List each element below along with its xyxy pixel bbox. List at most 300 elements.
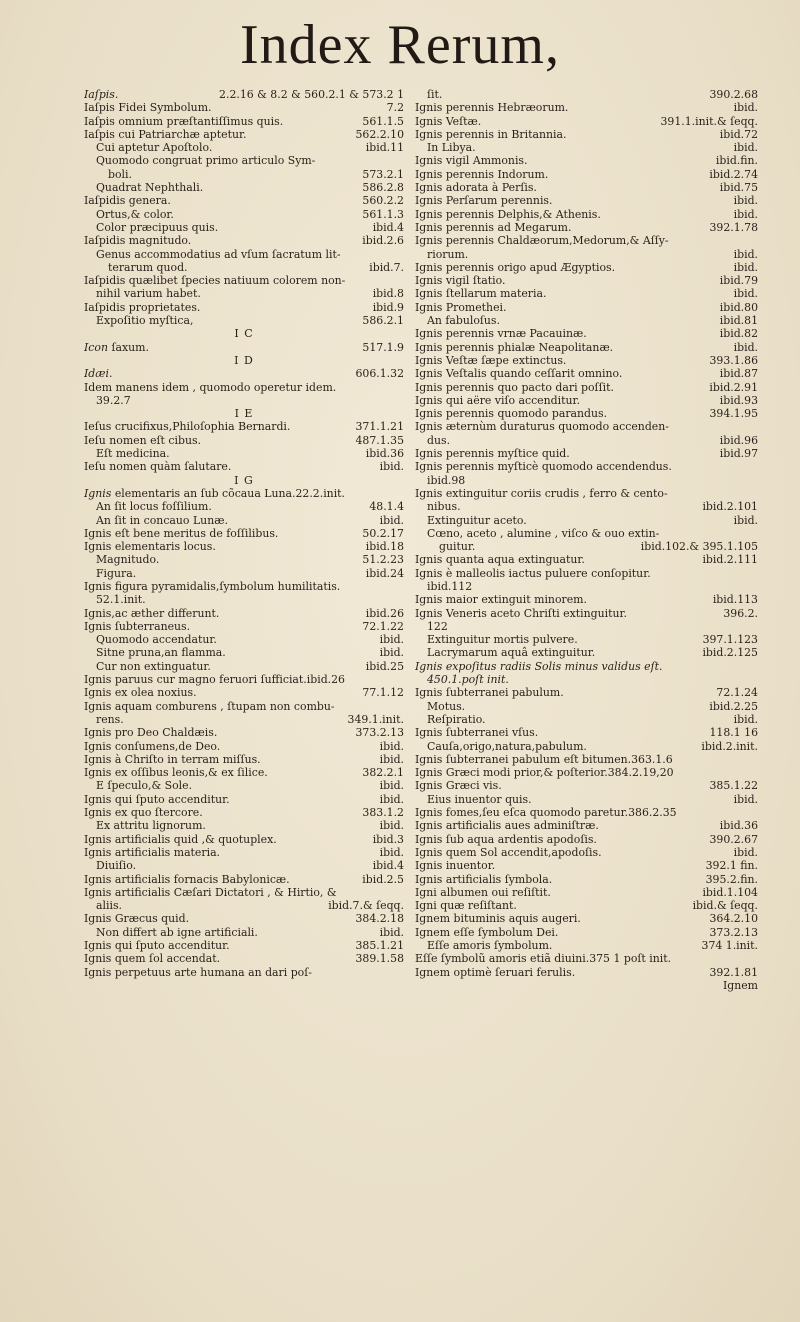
entry-text: 52.1.init. — [96, 593, 146, 607]
page-reference: 50.2.17 — [362, 526, 404, 540]
index-entry — [84, 341, 404, 354]
entry-text: Ignis perennis origo apud Ægyptios. — [415, 260, 616, 274]
entry-text: Iaſpis Fidei Symbolum. — [84, 101, 212, 115]
index-entry — [415, 673, 758, 686]
index-entry — [84, 926, 404, 939]
entry-text: Figura. — [96, 566, 137, 580]
entry-text: Ignis ex olea noxius. — [84, 686, 197, 700]
index-entry — [415, 434, 758, 447]
page-reference: ibid.2.74 — [709, 167, 758, 181]
entry-text: Ignis perennis phialæ Neapolitanæ. — [415, 340, 614, 354]
index-entry — [84, 593, 404, 606]
page-reference: ibid.2.111 — [702, 553, 758, 567]
entry-text: Ignis qui aëre viſo accenditur. — [415, 393, 580, 407]
index-entry — [415, 766, 758, 779]
entry-text: Ignis ſtellarum materia. — [415, 287, 547, 301]
index-entry — [415, 314, 758, 327]
index-entry — [84, 939, 404, 952]
entry-text: Motus. — [427, 699, 466, 713]
page-reference: ibid. — [379, 845, 404, 859]
index-entry — [415, 234, 758, 247]
index-entry — [415, 952, 758, 965]
entry-text: Ignis æternùm duraturus quomodo accenden- — [415, 420, 669, 434]
entry-text: ibid.98 — [427, 473, 466, 487]
entry-text: Ignis ſub aqua ardentis apodoſis. — [415, 832, 597, 846]
index-entry — [84, 952, 404, 965]
page-reference: 561.1.3 — [362, 207, 404, 221]
entry-text: Ignis artificialis fornacis Babylonicæ. — [84, 872, 290, 886]
entry-text: Ieſu nomen quàm ſalutare. — [84, 460, 232, 474]
page-reference: ibid.102.& 395.1.105 — [640, 540, 758, 554]
index-entry — [84, 514, 404, 527]
index-entry — [415, 154, 758, 167]
index-entry — [415, 713, 758, 726]
page-reference: 396.2. — [723, 606, 758, 620]
entry-text: Ignis elementaris locus. — [84, 540, 216, 554]
entry-text: Ignis Veſtæ. — [415, 114, 482, 128]
entry-text: Igni albumen oui reſiſtit. — [415, 885, 551, 899]
entry-text: Ignis artificialis ſymbola. — [415, 872, 553, 886]
index-entry — [84, 620, 404, 633]
index-entry — [84, 248, 404, 261]
index-entry — [84, 381, 404, 394]
page-reference: ibid.79 — [719, 274, 758, 288]
index-entry — [415, 753, 758, 766]
index-entry — [415, 859, 758, 872]
page-reference: ibid. — [733, 247, 758, 261]
page-reference: ibid. — [379, 646, 404, 660]
entry-text: Magnitudo. — [96, 553, 160, 567]
entry-text: Ignis eſt bene meritus de foſſilibus. — [84, 526, 279, 540]
index-entry — [415, 88, 758, 101]
index-entry — [84, 846, 404, 859]
entry-text: ibid.112 — [427, 579, 473, 593]
index-entry — [415, 620, 758, 633]
index-entry — [84, 646, 404, 659]
index-entry — [84, 221, 404, 234]
index-entry — [415, 580, 758, 593]
entry-text: Ignem eſſe ſymbolum Dei. — [415, 925, 559, 939]
index-entry — [415, 500, 758, 513]
entry-text: Ieſus crucifixus,Philoſophia Bernardi. — [84, 420, 291, 434]
section-letter-heading: I D — [234, 353, 254, 367]
index-entry — [84, 208, 404, 221]
index-entry — [84, 753, 404, 766]
entry-text: Ignis fomes,ſeu eſca quomodo paretur.386.2.35 — [415, 806, 677, 820]
page-reference: 561.1.5 — [362, 114, 404, 128]
entry-text: Ignis perennis in Britannia. — [415, 127, 567, 141]
index-entry — [415, 287, 758, 300]
page-reference: 364.2.10 — [709, 912, 758, 926]
entry-text: Cauſa,origo,natura,pabulum. — [427, 739, 587, 753]
entry-text: Ignis ſubterranei pabulum eſt bitumen.363.1.6 — [415, 752, 673, 766]
page-reference: ibid.75 — [719, 181, 758, 195]
entry-text: Ignis perennis myſticè quomodo accendendus. — [415, 460, 672, 474]
entry-text: Diuiſio. — [96, 859, 137, 873]
index-entry — [415, 181, 758, 194]
index-entry — [84, 367, 404, 380]
page-reference: ibid.7. — [369, 260, 404, 274]
page-reference: 77.1.12 — [362, 686, 404, 700]
page-reference: 487.1.35 — [355, 433, 404, 447]
entry-text: Ignis ſubterranei vſus. — [415, 726, 539, 740]
entry-text: Ex attritu lignorum. — [96, 819, 206, 833]
entry-text: terarum quod. — [108, 260, 188, 274]
page-reference: 390.2.67 — [709, 832, 758, 846]
entry-text: An ſit in concauo Lunæ. — [96, 513, 228, 527]
index-entry — [415, 301, 758, 314]
entry-text: Ignis Veſtæ ſæpe extinctus. — [415, 353, 567, 367]
left-column — [84, 88, 404, 979]
entry-text: Ignis Promethei. — [415, 300, 507, 314]
page-reference: 586.2.8 — [362, 181, 404, 195]
index-entry — [415, 833, 758, 846]
entry-text: Eius inuentor quis. — [427, 792, 532, 806]
index-entry — [84, 673, 404, 686]
index-entry — [84, 168, 404, 181]
index-entry — [415, 779, 758, 792]
entry-text: Ignis,ac æther differunt. — [84, 606, 220, 620]
page-reference: ibid.2.init. — [701, 739, 758, 753]
page-reference: 606.1.32 — [355, 367, 404, 381]
index-entry — [415, 873, 758, 886]
index-entry — [84, 819, 404, 832]
page-reference: 392.1.78 — [709, 220, 758, 234]
page-reference: ibid.2.6 — [362, 234, 404, 248]
index-entry — [415, 740, 758, 753]
index-entry — [84, 886, 404, 899]
index-entry — [415, 194, 758, 207]
page-reference: ibid. — [379, 925, 404, 939]
entry-text: Ignis perennis Hebræorum. — [415, 101, 569, 115]
index-entry — [415, 447, 758, 460]
page-reference: ibid.25 — [365, 659, 404, 673]
index-entry — [415, 567, 758, 580]
entry-text: boli. — [108, 167, 132, 181]
section-letter-heading: I E — [234, 407, 254, 421]
entry-text: Ignem — [722, 978, 758, 992]
entry-text: Ignis ex oſſibus leonis,& ex ſilice. — [84, 766, 268, 780]
entry-text: Genus accommodatius ad vſum ſacratum lit- — [96, 247, 341, 261]
index-entry — [84, 128, 404, 141]
index-entry — [415, 128, 758, 141]
right-column — [415, 88, 758, 992]
index-entry — [415, 553, 758, 566]
index-entry — [84, 899, 404, 912]
index-entry — [415, 846, 758, 859]
page-reference: 72.1.24 — [716, 686, 758, 700]
index-entry — [415, 806, 758, 819]
entry-text: Ignis adorata à Perſis. — [415, 181, 537, 195]
index-entry — [84, 234, 404, 247]
entry-text: Quadrat Nephthali. — [96, 181, 204, 195]
entry-text: Ignis expoſitus radiis Solis minus validus eſt. — [415, 659, 663, 673]
entry-text: Ignis Perſarum perennis. — [415, 194, 553, 208]
entry-text: Ignis aquam comburens , ſtupam non combu- — [84, 699, 335, 713]
index-entry — [415, 367, 758, 380]
entry-text: Ignis Græci vis. — [415, 779, 502, 793]
entry-text: Cur non extinguatur. — [96, 659, 211, 673]
page-reference: ibid.2.101 — [702, 500, 758, 514]
page-reference: ibid.fin. — [715, 154, 758, 168]
page-reference: ibid. — [379, 460, 404, 474]
entry-text: Lacrymarum aquâ extinguitur. — [427, 646, 596, 660]
page-reference: ibid. — [733, 845, 758, 859]
page-reference: 373.2.13 — [709, 925, 758, 939]
page-reference: 51.2.23 — [362, 553, 404, 567]
page-reference: 2.2.16 & 8.2 & 560.2.1 & 573.2 1 — [219, 88, 404, 101]
index-entry — [84, 806, 404, 819]
entry-text: Ignis ex quo ſtercore. — [84, 806, 203, 820]
entry-text: Extinguitur mortis pulvere. — [427, 633, 578, 647]
entry-text: Non differt ab igne artificiali. — [96, 925, 258, 939]
entry-text: Iaſpidis quælibet ſpecies natiuum colorem non- — [84, 274, 346, 288]
page-reference: ibid.72 — [719, 127, 758, 141]
page-reference: ibid.2.91 — [709, 380, 758, 394]
index-entry — [84, 261, 404, 274]
page-reference: 573.2.1 — [362, 167, 404, 181]
index-entry — [415, 221, 758, 234]
page-reference: 382.2.1 — [362, 766, 404, 780]
index-entry — [415, 208, 758, 221]
index-entry — [84, 873, 404, 886]
entry-text: Ignis artificialis Cæſari Dictatori , & Hirtio, & — [84, 885, 337, 899]
page-reference: 562.2.10 — [355, 127, 404, 141]
index-entry — [415, 115, 758, 128]
index-entry — [84, 700, 404, 713]
entry-text: Ignis artificialis materia. — [84, 845, 221, 859]
entry-text: Cui aptetur Apoſtolo. — [96, 141, 213, 155]
entry-text: Extinguitur aceto. — [427, 513, 527, 527]
index-entry — [415, 420, 758, 433]
entry-text: Ignis artificialis aues adminiſtræ. — [415, 819, 599, 833]
page-reference: ibid.1.104 — [702, 885, 758, 899]
entry-text: Ignis Græcus quid. — [84, 912, 190, 926]
catchword — [415, 979, 758, 992]
entry-text: 39.2.7 — [96, 393, 131, 407]
page-reference: ibid.81 — [719, 314, 758, 328]
page-reference: ibid.3 — [372, 832, 404, 846]
entry-text: Ignis qui ſputo accenditur. — [84, 792, 230, 806]
index-entry — [84, 314, 404, 327]
page-reference: 374 1.init. — [701, 939, 758, 952]
entry-text: An ſit locus foſſilium. — [96, 500, 212, 514]
index-entry — [84, 527, 404, 540]
index-entry — [415, 540, 758, 553]
page-reference: ibid.& ſeqq. — [692, 899, 758, 913]
index-entry — [84, 487, 404, 500]
entry-text: Igni quæ reſiſtant. — [415, 899, 517, 913]
index-entry — [415, 141, 758, 154]
entry-text: Ignis paruus cur magno feruori ſufficiat.ibid.26 — [84, 673, 345, 687]
index-entry — [415, 966, 758, 979]
index-entry — [84, 434, 404, 447]
entry-text: Ignis figura pyramidalis,ſymbolum humilitatis. — [84, 579, 341, 593]
index-entry — [84, 726, 404, 739]
entry-text: An fabuloſus. — [427, 314, 500, 328]
entry-text: Ignis perennis ad Megarum. — [415, 220, 572, 234]
page-reference: ibid.36 — [365, 447, 404, 461]
entry-text: Iaſpis omnium præſtantiſſimus quis. — [84, 114, 284, 128]
page-reference: ibid. — [733, 340, 758, 354]
entry-text: Ignis vigil Ammonis. — [415, 154, 528, 168]
index-entry — [84, 394, 404, 407]
index-entry — [415, 354, 758, 367]
page-reference: 385.1.21 — [355, 939, 404, 952]
page-reference: 7.2 — [386, 101, 404, 115]
index-entry — [415, 381, 758, 394]
entry-text: Iaſpidis proprietates. — [84, 300, 201, 314]
index-entry — [415, 101, 758, 114]
entry-text: Ignis è malleolis iactus puluere conſopitur. — [415, 566, 651, 580]
entry-text: Ignis vigil ſtatio. — [415, 274, 506, 288]
index-entry — [84, 793, 404, 806]
entry-text: Ignem bituminis aquis augeri. — [415, 912, 581, 926]
page-reference: 349.1.init. — [347, 712, 404, 726]
page-reference: 392.1.81 — [709, 965, 758, 979]
index-entry — [84, 287, 404, 300]
index-entry — [84, 500, 404, 513]
index-entry — [84, 141, 404, 154]
page-reference: ibid.87 — [719, 367, 758, 381]
index-entry — [415, 793, 758, 806]
index-entry — [84, 766, 404, 779]
entry-text: Ignis Veneris aceto Chriſti extinguitur. — [415, 606, 627, 620]
entry-text: Iaſpidis genera. — [84, 194, 171, 208]
page-reference: ibid. — [379, 513, 404, 527]
page-reference: ibid.18 — [365, 540, 404, 554]
index-entry — [84, 274, 404, 287]
entry-text: 450.1.poſt init. — [427, 673, 509, 687]
page-title: Index Rerum, — [240, 14, 560, 76]
page-reference: 371.1.21 — [355, 420, 404, 434]
entry-text: Iaſpis cui Patriarchæ aptetur. — [84, 127, 247, 141]
entry-text: Sitne pruna,an flamma. — [96, 646, 226, 660]
page-reference: 586.2.1 — [362, 314, 404, 328]
page-reference: ibid.82 — [719, 327, 758, 341]
index-entry — [415, 341, 758, 354]
page-reference: 394.1.95 — [709, 407, 758, 421]
entry-text: Iaſpidis magnitudo. — [84, 234, 192, 248]
index-entry — [415, 327, 758, 340]
page-reference: ibid.9 — [372, 300, 404, 314]
page-reference: ibid. — [379, 752, 404, 766]
entry-text: Ignis pro Deo Chaldæis. — [84, 726, 218, 740]
entry-text: dus. — [427, 433, 451, 447]
entry-text: Quomodo congruat primo articulo Sym- — [96, 154, 316, 168]
entry-text: E ſpeculo,& Sole. — [96, 779, 193, 793]
entry-text: nibus. — [427, 500, 461, 514]
page-reference: ibid. — [733, 712, 758, 726]
entry-text: In Libya. — [427, 141, 476, 155]
entry-text: Ignem optimè ſeruari ferulis. — [415, 965, 576, 979]
entry-text: Ignis artificialis quid ,& quotuplex. — [84, 832, 277, 846]
entry-text: Ieſu nomen eſt cibus. — [84, 433, 202, 447]
index-entry — [415, 394, 758, 407]
page-reference: ibid. — [733, 207, 758, 221]
index-entry — [84, 686, 404, 699]
page-reference: ibid. — [733, 260, 758, 274]
index-entry — [415, 700, 758, 713]
page-reference: 395.2.fin. — [705, 872, 758, 886]
page-reference: ibid.96 — [719, 433, 758, 447]
page-reference: 517.1.9 — [362, 340, 404, 354]
index-entry — [415, 487, 758, 500]
index-entry — [415, 726, 758, 739]
index-entry — [84, 553, 404, 566]
index-entry — [84, 713, 404, 726]
entry-text: Color præcipuus quis. — [96, 220, 219, 234]
entry-text: Expoſitio myſtica, — [96, 314, 194, 328]
index-entry — [415, 660, 758, 673]
entry-text: Ignis elementaris an ſub cõcaua Luna.22.2.init. — [84, 486, 346, 500]
index-entry — [84, 540, 404, 553]
index-entry — [84, 607, 404, 620]
entry-text: Ignis inuentor. — [415, 859, 496, 873]
index-entry — [84, 912, 404, 925]
page-reference: ibid.11 — [365, 141, 404, 155]
index-entry — [84, 154, 404, 167]
index-entry — [415, 593, 758, 606]
index-entry — [415, 527, 758, 540]
index-entry — [84, 460, 404, 473]
index-entry — [415, 686, 758, 699]
entry-text: Ignis à Chriſto in terram miſſus. — [84, 752, 261, 766]
entry-text: Ignis conſumens,de Deo. — [84, 739, 221, 753]
entry-text: Ignis perennis vrnæ Pacauinæ. — [415, 327, 587, 341]
index-entry — [415, 899, 758, 912]
page-reference: 397.1.123 — [702, 633, 758, 647]
index-entry — [84, 580, 404, 593]
index-entry — [84, 88, 404, 101]
index-entry — [84, 301, 404, 314]
index-entry — [84, 194, 404, 207]
index-entry — [415, 514, 758, 527]
index-entry — [415, 460, 758, 473]
index-entry — [84, 420, 404, 433]
entry-text: Cœno, aceto , alumine , viſco & ouo extin- — [427, 526, 660, 540]
index-entry — [415, 926, 758, 939]
entry-text: Ignis quem ſol accendat. — [84, 952, 221, 966]
index-entry — [415, 474, 758, 487]
entry-text: Quomodo accendatur. — [96, 633, 217, 647]
page-reference: ibid. — [379, 779, 404, 793]
entry-text: ſit. — [427, 88, 443, 101]
page-reference: ibid. — [733, 101, 758, 115]
section-letter-heading: I G — [234, 473, 254, 487]
page-reference: ibid.7.& ſeqq. — [328, 899, 404, 913]
page-reference: ibid. — [733, 194, 758, 208]
page-reference: 384.2.18 — [355, 912, 404, 926]
entry-text: Ignis perennis Indorum. — [415, 167, 549, 181]
index-entry — [84, 567, 404, 580]
page-reference: ibid. — [379, 633, 404, 647]
entry-text: Ignis perennis quo pacto dari poſſit. — [415, 380, 614, 394]
entry-text: Ignis extinguitur coriis crudis , ferro & cento- — [415, 486, 668, 500]
index-entry — [84, 833, 404, 846]
index-entry — [415, 912, 758, 925]
page-reference: ibid.80 — [719, 300, 758, 314]
page-reference: 389.1.58 — [355, 952, 404, 966]
entry-text: Ignis quanta aqua extinguatur. — [415, 553, 585, 567]
page-reference: 48.1.4 — [369, 500, 404, 514]
index-entry — [84, 779, 404, 792]
entry-text: Ignis ſubterranei pabulum. — [415, 686, 564, 700]
page-reference: 392.1 fin. — [705, 859, 758, 873]
page-reference: 373.2.13 — [355, 726, 404, 740]
entry-text: Ignis Græci modi prior,& poſterior.384.2.19,20 — [415, 766, 674, 780]
page-reference: ibid.93 — [719, 393, 758, 407]
